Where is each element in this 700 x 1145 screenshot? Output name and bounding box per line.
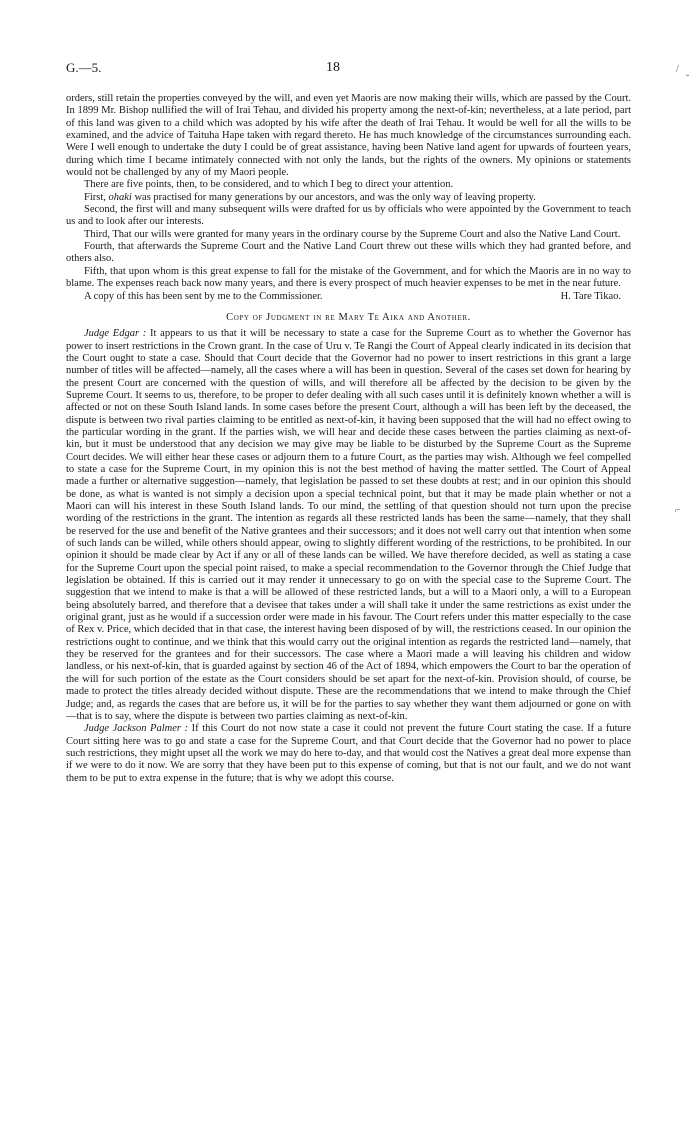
paragraph-judge-edgar: Judge Edgar : It appears to us that it will be necessary to state a case for the Supreme Court as to whether the Governor has power to insert restrictions in the Crown grant. In the case of Uru v. Te Rangi the Court of Appeal clearly indicated in its decision that the Court ought to state a case. Should that Court decide that the Governor had no power to insert restrictions in this grant a large number of titles will be affected—namely, all the cases where a will has been in question. Several of the cases set down for hearing by the present Court are concerned with the question of wills, and will therefore all be affected by the decision to be given by the Supreme Court. It seems to us, therefore, to be proper to defer dealing with all such cases until it is definitely known whether a will is affected or not on these South Island lands. In some cases before the present Court, although a will has been left by the deceased, the dispute is between two rival parties claiming to be entitled as next-of-kin, it having been supposed that the will had no effect owing to the particular wording in the grant. If the parties wish, we will hear and decide these cases between the parties claiming as next-of-kin, but it must be understood that any decision we may give may be liable to be disturbed by the Supreme Court as the Supreme Court decides. We will either hear these cases or adjourn them to a future Court, as the parties may wish. Although we feel compelled to state a case for the Supreme Court, in my opinion this is not the best method of having the matter settled. The Court of Appeal made a further or alternative suggestion—namely, that legislation be passed to set these doubts at rest; and in our opinion this should be done, as what is wanted is not simply a decision upon a special technical point, but that it may be made plain whether or not a Maori can will his interest in these South Island lands. To our mind, the settling of that question should not turn upon the precise wording of the restrictions in the grant. The intention as regards all these restricted lands has been the same—namely, that they shall be reserved for the use and benefit of the Native grantees and their successors; and it does not well carry out that intention when some of such lands can be willed, while others should appear, owing to slightly different wording of the restrictions, to be prohibited. In our opinion it should be made clear by Act if any or all of these lands can be willed. We have therefore decided, as well as stating a case for the Supreme Court upon the special point raised, to make a special recommendation to the Governor through the Chief Judge that legislation be obtained. If this is carried out it may render it unnecessary to go on with the special case to the Supreme Court. The suggestion that we intend to make is that a will be allowed of these restricted lands, but a will to a Maori only, a will to a European being absolutely barred, and therefore that a devisee that takes under a will shall take it under the same restrictions as exist under the original grant, just as he would if a succession order were made in his favour. The Court refers under this matter especially to the case of Rex v. Price, which decided that in that case, the interest having been disposed of by will, the restrictions ceased. In our opinion the restrictions ought to continue, and we think that this would carry out the original intention as regards the restricted land—namely, that they be reserved for the grantees and for their successors. The case where a Maori made a will leaving his children and widow landless, or his next-of-kin, that is guarded against by section 46 of the Act of 1894, which empowers the Court to bar the operation of the will for such portion of the estate as the Court considers should be set apart for the next-of-kin. Provision should, of course, be made to protect the titles already decided without dispute. These are the recommendations that we intend to make through the Chief Judge; and, as regards the cases that are before us, it will be for the parties to say whether they want them adjourned or gone on with—that is to say, where the dispute is between two parties claiming as next-of-kin. — [66, 328, 632, 722]
speaker-name: Judge Edgar : — [84, 328, 147, 340]
paragraph-fifth-point: Fifth, that upon whom is this great expense to fall for the mistake of the Government, and for which the Maoris are in no way to blame. The expenses reach back now many years, and there is every prospect of much heavier expenses to be met in the near future. — [66, 265, 631, 290]
judgment-heading: Copy of Judgment in re Mary Te Aika and Another. — [226, 311, 471, 323]
margin-mark: / — [676, 64, 679, 75]
page-header — [66, 60, 631, 78]
report-reference: G.—5. — [66, 60, 102, 75]
paragraph-fourth-point: Fourth, that afterwards the Supreme Court and the Native Land Court threw out these wills which they had granted before, and others also. — [66, 241, 631, 265]
page-number: 18 — [326, 60, 340, 75]
paragraph-third-point: Third, That our wills were granted for many years in the ordinary course by the Supreme Court and also the Native Land Court. — [84, 228, 621, 240]
signature-line — [66, 291, 631, 303]
signature: H. Tare Tikao. — [560, 290, 621, 302]
margin-mark: ˘ — [686, 74, 690, 85]
copy-note: A copy of this has been sent by me to the Commissioner. — [84, 290, 323, 302]
paragraph-second-point: Second, the first will and many subsequent wills were drafted for us by officials who were appointed by the Government to teach us and to look after our interests. — [66, 204, 631, 228]
speaker-name: Judge Jackson Palmer : — [84, 723, 189, 735]
paragraph-first-point: First, ohaki was practised for many generations by our ancestors, and was the only way of leaving property. — [84, 191, 536, 203]
paragraph-judge-palmer: Judge Jackson Palmer : If this Court do not now state a case it could not prevent the future Court stating the case. If a future Court sitting here was to go and state a case for the Supreme Court, and that Court decide that the Governor had no power to place such restrictions, they might upset all the work we may do here to-day, and that would cost the Natives a great deal more expense than if we were to do it now. We are sorry that they have been put to this expense of coming, but that is not our fault, and we do not want them to be put to extra expense in the future; that is why we adopt this course. — [66, 723, 631, 784]
paragraph-continuation: orders, still retain the properties conveyed by the will, and even yet Maoris are now making their wills, which are passed by the Court. In 1899 Mr. Bishop nullified the will of Irai Tehau, and divided his property among the next-of-kin; nevertheless, at a late period, part of this land was given to a child which was adopted by his wife after the death of Irai Tehau. It would be well for all the wills to be examined, and the advice of Taituha Hape taken with regard thereto. He has much knowledge of the circumstances surrounding each. Were I well enough to undertake the duty I could be of great assistance, having been Native land agent for upwards of fourteen years, during which time I became intimately connected with not only the lands, but the rights of the owners. My opinions or statements would not be challenged by any of my Maori people. — [66, 93, 631, 179]
margin-mark: ⌐ — [675, 505, 681, 516]
maori-term: ohaki — [108, 191, 132, 203]
paragraph-points-intro: There are five points, then, to be considered, and to which I beg to direct your attention. — [84, 179, 454, 191]
document-body — [66, 93, 631, 785]
